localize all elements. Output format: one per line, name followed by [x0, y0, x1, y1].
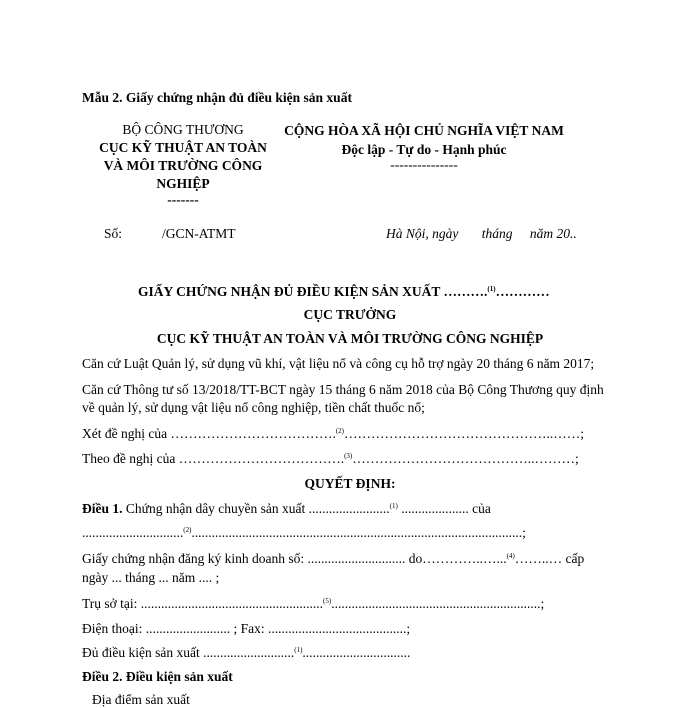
- place-day: Hà Nội, ngày: [386, 226, 459, 241]
- qualification-line: Đủ điều kiện sản xuất ...........................$^{(1)}$................................: [82, 645, 411, 660]
- month-label: tháng: [481, 226, 513, 241]
- legal-basis-2-line-1: Căn cứ Thông tư số 13/2018/TT-BCT ngày 15 tháng 6 năm 2018 của Bộ Công Thương quy định: [82, 382, 604, 397]
- article-1-line-1: Điều 1. Chứng nhận dây chuyền sản xuất ........................$^{(1)}$ .................... của: [82, 501, 491, 516]
- ministry-name: BỘ CÔNG THƯƠNG: [122, 122, 244, 137]
- left-divider: -------: [167, 192, 199, 207]
- place-date: [386, 226, 577, 242]
- national-motto: Độc lập - Tự do - Hạnh phúc: [341, 142, 507, 157]
- article-2-partial-line: Địa điểm sản xuất: [92, 692, 190, 707]
- department-line-1: CỤC KỸ THUẬT AN TOÀN: [99, 140, 267, 155]
- headquarters-line: Trụ sở tại: ......................................................$^{(5)}$..............................................................;: [82, 596, 545, 611]
- right-divider: ---------------: [390, 157, 458, 172]
- left-header: [90, 121, 276, 207]
- right-header: [272, 121, 576, 171]
- article-1-line-2: ..............................$^{(2)}$..................................................................................................;: [82, 525, 526, 540]
- legal-basis-1: Căn cứ Luật Quản lý, sử dụng vũ khí, vật liệu nổ và công cụ hỗ trợ ngày 20 tháng 6 năm 2017;: [82, 356, 595, 371]
- authority-title: CỤC TRƯỞNG: [303, 307, 397, 322]
- year-label: năm 20..: [529, 226, 577, 241]
- legal-basis-2-line-2: về quản lý, sử dụng vật liệu nổ công nghiệp, tiền chất thuốc nổ;: [82, 400, 425, 415]
- number-suffix: /GCN-ATMT: [162, 226, 236, 241]
- form-title: Mẫu 2. Giấy chứng nhận đủ điều kiện sản xuất: [82, 90, 352, 105]
- number-label: Số:: [104, 226, 123, 241]
- certificate-title: GIẤY CHỨNG NHẬN ĐỦ ĐIỀU KIỆN SẢN XUẤT ……….$^{(1)}$…………: [138, 284, 550, 299]
- business-registration-line: Giấy chứng nhận đăng ký kinh doanh số: ............................. do…………..…...$^{(4)}$……..… cấp: [82, 551, 585, 566]
- decision-title: QUYẾT ĐỊNH:: [304, 476, 396, 491]
- article-2-title: Điều 2. Điều kiện sản xuất: [82, 669, 233, 684]
- authority-department: CỤC KỸ THUẬT AN TOÀN VÀ MÔI TRƯỜNG CÔNG NGHIỆP: [156, 331, 544, 346]
- department-line-2: VÀ MÔI TRƯỜNG CÔNG: [103, 158, 263, 173]
- country-name: CỘNG HÒA XÃ HỘI CHỦ NGHĨA VIỆT NAM: [284, 123, 564, 138]
- phone-fax-line: Điện thoại: ......................... ; Fax: .........................................;: [82, 621, 411, 636]
- registration-date-line: ngày ... tháng ... năm .... ;: [82, 570, 220, 585]
- department-line-3: NGHIỆP: [156, 176, 210, 191]
- proposal-line: Theo đề nghị của ……………………………….$^{(3)}$…………………………………..………;: [82, 451, 579, 466]
- consideration-line: Xét đề nghị của ……………………………….$^{(2)}$………………………………………..……;: [82, 426, 585, 441]
